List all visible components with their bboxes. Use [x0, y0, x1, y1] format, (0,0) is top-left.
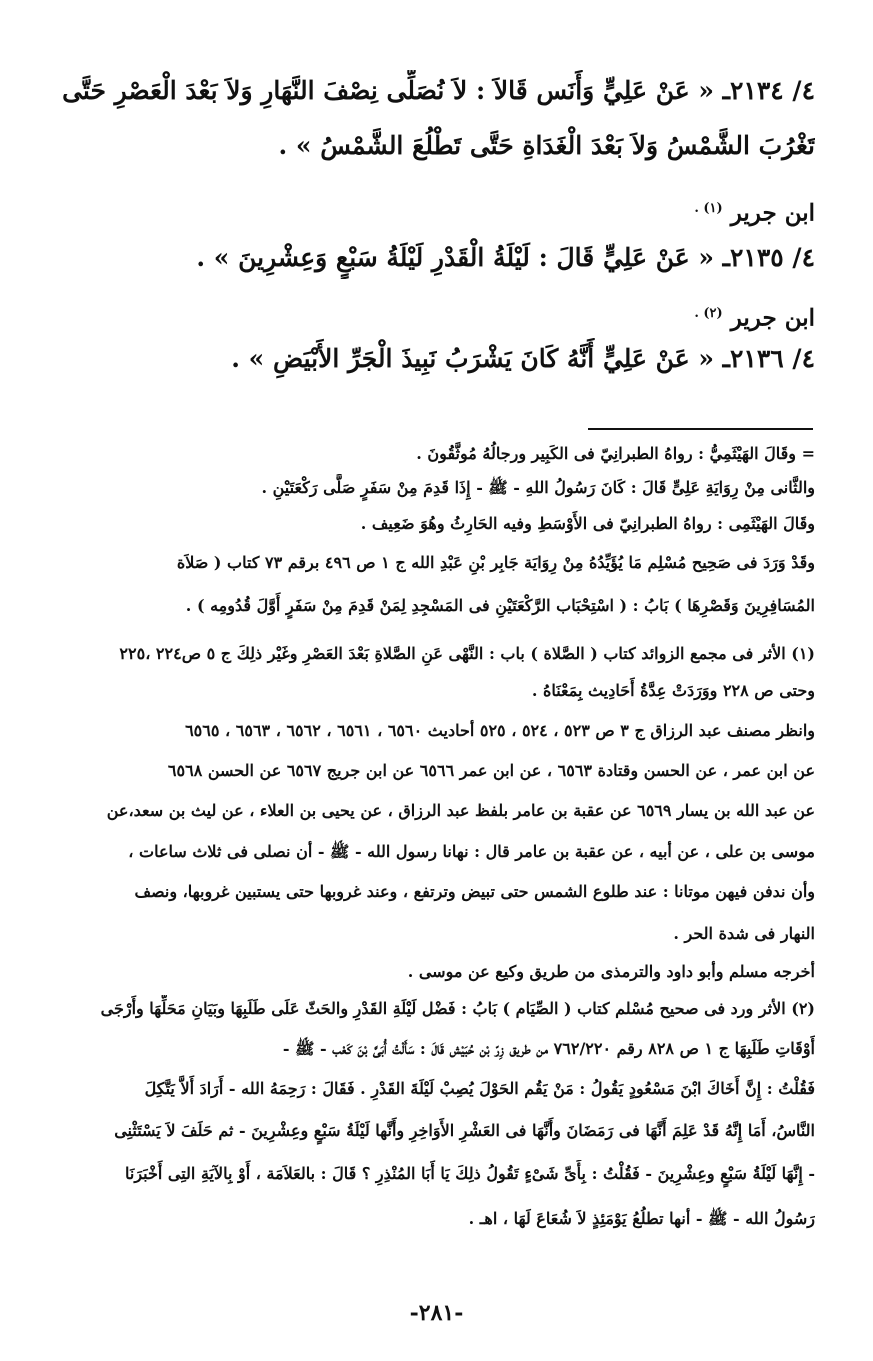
source-label: ابن جرير — [730, 304, 815, 332]
footnote-2-line: النَّاسُ، أَمَا إِنَّهُ قَدْ عَلِمَ أَنَّهَا فى رَمَضَانَ وأَنَّهَا فى العَشْرِ الأَوَاخِرِ وأَنَّها لَيْلَةُ سَبْعٍ وعِشْرِينَ - ثم حَلَفَ لاَ يَسْتَثْنِى — [114, 1121, 815, 1140]
hadith-2134-line-2: تَغْرُبَ الشَّمْسُ وَلاَ بَعْدَ الْغَدَاةِ حَتَّى تَطْلُعَ الشَّمْسُ » . — [278, 131, 815, 160]
footnote-1-line: (١) الأثر فى مجمع الزوائد كتاب ( الصَّلاة ) باب : النَّهْى عَنِ الصَّلاةِ بَعْدَ العَصْرِ وغَيْر ذلِكَ ج ٥ ص٢٢٤ ،٢٢٥ — [119, 644, 815, 663]
footnote-ref-2: (٢) . — [694, 306, 723, 321]
footnote-1-line: موسى بن على ، عن أبيه ، عن عقبة بن عامر قال : نهانا رسول الله - ﷺ - أن نصلى فى ثلاث ساعات ، — [128, 842, 815, 861]
footnote-line: المُسَافِرِينَ وَقَصْرِهَا ) بَابُ : ( اسْتِحْبَاب الرَّكْعَتَيْنِ فى المَسْجِدِ لِمَنْ قَدِمَ مِنْ سَفَرٍ أَوَّلَ قُدُومِه ) . — [185, 596, 815, 615]
footnote-1-line: عن ابن عمر ، عن الحسن وقتادة ٦٥٦٣ ، عن ابن عمر ٦٥٦٦ عن ابن جريج ٦٥٦٧ عن الحسن ٦٥٦٨ — [167, 761, 815, 780]
page-number: -٢٨١- — [409, 1300, 464, 1326]
hadith-2134-line-1: ٤/ ٢١٣٤ـ « عَنْ عَلِيٍّ وَأَنَس قَالاَ : لاَ نُصَلِّى نِصْفَ النَّهَارِ وَلاَ بَعْدَ الْعَصْرِ حَتَّى — [62, 76, 815, 105]
footnote-2-line: - إِنَّهَا لَيْلَةُ سَبْعٍ وعِشْرِينَ - فَقُلْتُ : بِأَىِّ شَىْءٍ تَقُولُ ذلِكَ يَا أَبَا المُنْذِرِ ؟ قَالَ : بالعَلاَمَة ، أَوْ بِالآيَةِ التِى أَخْبَرَنَا — [125, 1164, 815, 1183]
footnote-2-line: فَقُلْتُ : إِنَّ أَخَاكَ ابْنَ مَسْعُودٍ يَقُولُ : مَنْ يَقُم الحَوْلَ يُصِبْ لَيْلَةَ القَدْرِ . فَقَالَ : رَحِمَهُ الله - أَرَادَ أَلاَّ يَتَّكِلَ — [144, 1079, 815, 1098]
footnote-1-line: وحتى ص ٢٢٨ ووَرَدَتْ عِدَّةُ أَحَادِيث بِمَعْنَاهُ . — [531, 681, 815, 700]
footnote-line: والثَّانى مِنْ رِوَايَةِ عَلِىٍّ قَالَ : كَانَ رَسُولُ اللهِ - ﷺ - إِذَا قَدِمَ مِنْ سَفَرٍ صَلَّى رَكْعَتَيْنِ . — [261, 478, 815, 497]
footnote-line: وقَالَ الهَيْثَمِى : رواهُ الطبرانِيّ فى الأَوْسَطِ وفيه الحَارِثُ وهُوَ ضَعِيف . — [360, 514, 815, 533]
footnote-2-line: (٢) الأثر ورد فى صحيح مُسْلم كتاب ( الصِّيَام ) بَابُ : فَضْل لَيْلَةِ القَدْرِ والحَثّ عَلَى طَلَبِهَا وبَيَانِ مَحَلِّهَا وأَرْجَى — [100, 999, 815, 1018]
source-ibn-jarir-2 — [40, 293, 815, 340]
source-ibn-jarir-1 — [40, 188, 815, 235]
footnote-1-line: وانظر مصنف عبد الرزاق ج ٣ ص ٥٢٣ ، ٥٢٤ ، ٥٢٥ أحاديث ٦٥٦٠ ، ٦٥٦١ ، ٦٥٦٢ ، ٦٥٦٣ ، ٦٥٦٥ — [185, 721, 815, 740]
footnote-1-line: أخرجه مسلم وأبو داود والترمذى من طريق وكيع عن موسى . — [407, 962, 815, 981]
footnote-line: وقَدْ وَرَدَ فى صَحِيح مُسْلِم مَا يُؤَيِّدُهُ مِنْ رِوَايَة جَابِر بْنِ عَبْدِ الله ج ١ ص ٤٩٦ برقم ٧٣ كتاب ( صَلاَة — [176, 553, 815, 572]
source-label: ابن جرير — [730, 199, 815, 227]
footnote-2-line: رَسُولُ الله - ﷺ - أنها تطلُعُ يَوْمَئِذٍ لاَ شُعَاعَ لَهَا ، اهـ . — [468, 1209, 815, 1228]
footnote-1-line: النهار فى شدة الحر . — [673, 924, 815, 943]
footnote-1-line: عن عبد الله بن يسار ٦٥٦٩ عن عقبة بن عامر بلفظ عبد الرزاق ، عن يحيى بن العلاء ، عن ليث بن سعد،عن — [106, 801, 815, 820]
footnote-ref-1: (١) . — [694, 201, 723, 216]
footnote-1-line: وأن ندفن فيهن موتانا : عند طلوع الشمس حتى تبيض وترتفع ، وعند غروبها حتى يستبين غروبها، ونصف — [134, 882, 815, 901]
footnote-line: = وقَالَ الهَيْثَمِيُّ : رواهُ الطبرانِيّ فى الكَبِير ورجالُهُ مُوثَّقُونَ . — [416, 444, 815, 463]
footnote-separator — [588, 428, 813, 430]
footnote-2-line: أَوْقَاتِ طَلَبِهَا ج ١ ص ٨٢٨ رقم ٧٦٢/٢٢٠ من طريق زِرّ بْن حُبَيْش قَالَ : سَأَلْتُ أُبَىَّ بْنَ كَعْب - ﷺ - — [282, 1039, 815, 1058]
hadith-2135: ٤/ ٢١٣٥ـ « عَنْ عَلِيٍّ قَالَ : لَيْلَةُ الْقَدْرِ لَيْلَةُ سَبْعٍ وَعِشْرِينَ » . — [196, 243, 815, 272]
hadith-2136: ٤/ ٢١٣٦ـ « عَنْ عَلِيٍّ أَنَّهُ كَانَ يَشْرَبُ نَبِيذَ الْجَرِّ الأَبْيَضِ » . — [231, 344, 815, 373]
